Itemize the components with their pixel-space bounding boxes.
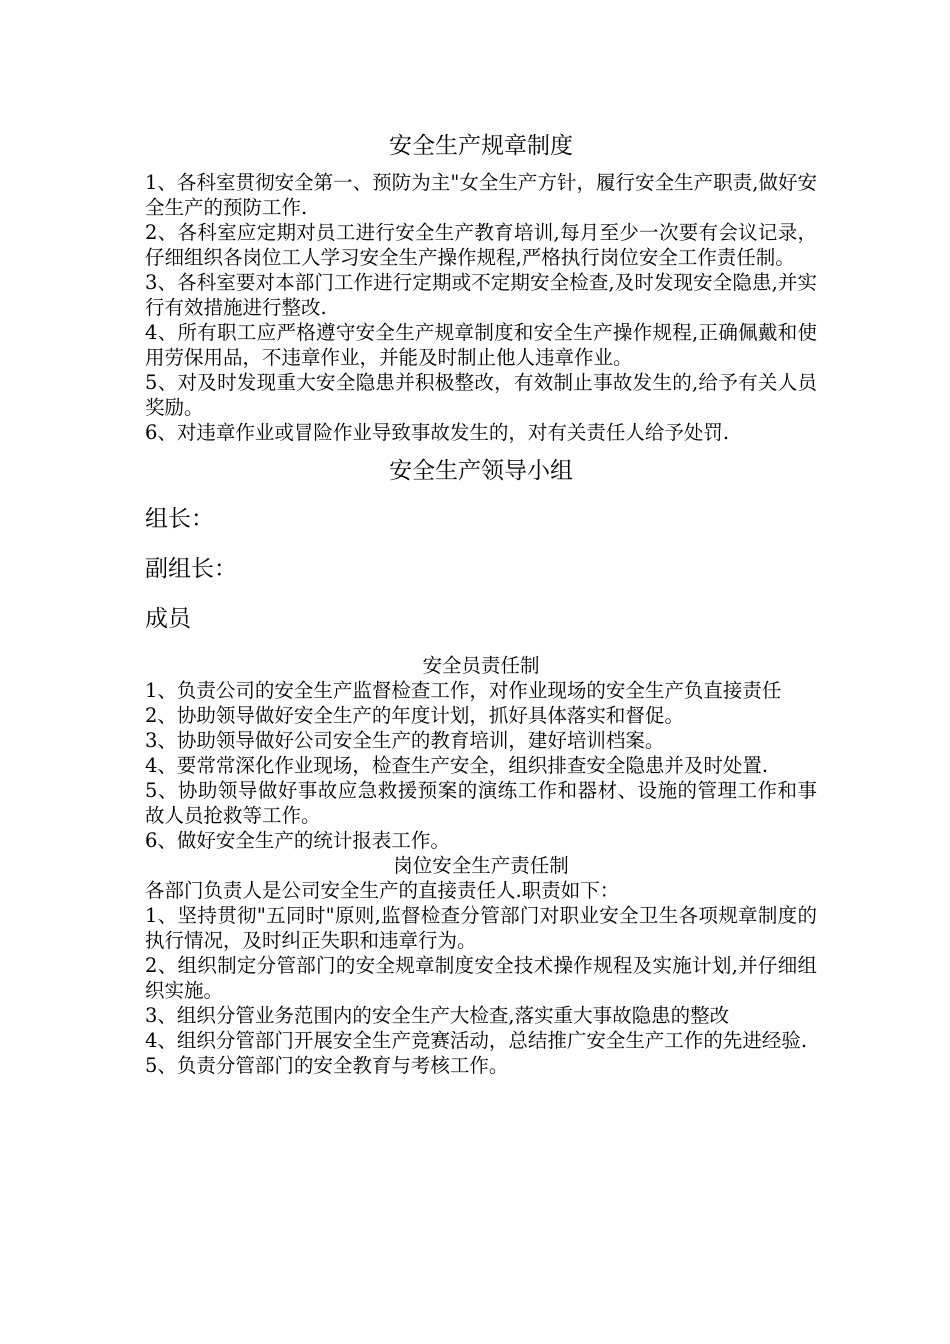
rule-item: 5、对及时发现重大安全隐患并积极整改，有效制止事故发生的,给予有关人员奖励。 [145,371,817,419]
post-duty-item: 5、负责分管部门的安全教育与考核工作。 [145,1054,509,1077]
officer-duties-title: 安全员责任制 [422,654,540,677]
members-label: 成员 [145,606,191,632]
post-duty-item: 3、组织分管业务范围内的安全生产大检查,落实重大事故隐患的整改 [145,1004,730,1027]
vice-leader-label: 副组长： [145,556,237,582]
rule-item: 2、各科室应定期对员工进行安全生产教育培训,每月至少一次要有会议记录，仔细组织各岗位工人学习安全生产操作规程,严格执行岗位安全工作责任制。 [145,221,817,269]
rules-title: 安全生产规章制度 [389,133,573,159]
officer-duty-item: 1、负责公司的安全生产监督检查工作，对作业现场的安全生产负直接责任 [145,679,782,702]
post-duty-item: 4、组织分管部门开展安全生产竞赛活动，总结推广安全生产工作的先进经验. [145,1029,808,1052]
post-duties-title: 岗位安全生产责任制 [393,854,569,877]
rule-item: 3、各科室要对本部门工作进行定期或不定期安全检查,及时发现安全隐患,并实行有效措施进行整改. [145,271,817,319]
rule-item: 1、各科室贯彻安全第一、预防为主"女全生产方针，履行安全生产职责,做好安全生产的预防工作. [145,171,817,219]
officer-duty-item: 2、协助领导做好安全生产的年度计划，抓好具体落实和督促。 [145,704,684,727]
leadership-group-title: 安全生产领导小组 [389,458,573,484]
rule-item: 6、对违章作业或冒险作业导致事故发生的，对有关责任人给予处罚. [145,421,730,444]
leader-label: 组长： [145,506,214,532]
officer-duty-item: 4、要常常深化作业现场，检查生产安全，组织排查安全隐患并及时处置. [145,754,769,777]
post-duty-item: 2、组织制定分管部门的安全规章制度安全技术操作规程及实施计划,并仔细组织实施。 [145,954,817,1002]
post-duty-item: 1、坚持贯彻"五同时"原则,监督检查分管部门对职业安全卫生各项规章制度的执行情况，及时纠正失职和违章行为。 [145,904,817,952]
officer-duty-item: 3、协助领导做好公司安全生产的教育培训，建好培训档案。 [145,729,665,752]
officer-duty-item: 5、协助领导做好事故应急救援预案的演练工作和器材、设施的管理工作和事故人员抢救等工作。 [145,779,817,827]
post-duties-intro: 各部门负责人是公司安全生产的直接责任人.职责如下： [145,879,620,902]
officer-duty-item: 6、做好安全生产的统计报表工作。 [145,829,450,852]
rule-item: 4、所有职工应严格遵守安全生产规章制度和安全生产操作规程,正确佩戴和使用劳保用品，不违章作业，并能及时制止他人违章作业。 [145,321,817,369]
document-page [145,130,817,1078]
